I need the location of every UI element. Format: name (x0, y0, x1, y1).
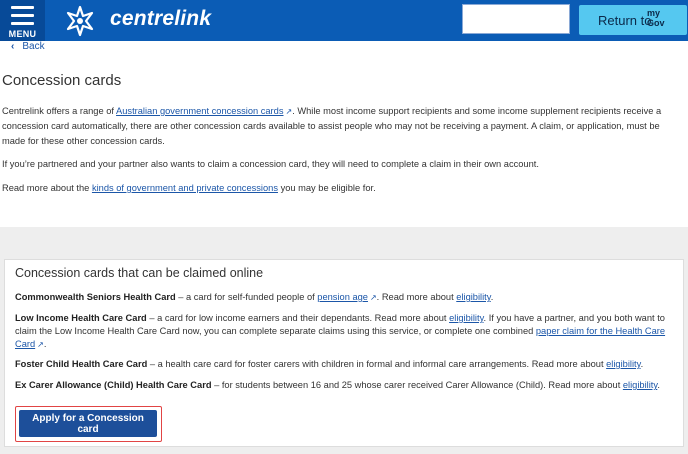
page-title: Concession cards (2, 72, 122, 89)
external-link-icon: ↗ (285, 107, 293, 116)
brand-logo-text[interactable]: centrelink (110, 7, 212, 30)
external-link-icon: ↗ (369, 293, 377, 302)
intro-text: you may be eligible for. (277, 183, 376, 193)
card-text: . If you have a partner, and you both want to claim the Low Income Health Care Card now, you can complete separate claims using this service, or complete one combined (15, 313, 665, 336)
list-item (15, 312, 670, 351)
card-name: Low Income Health Care Card (15, 313, 147, 323)
centrelink-star-icon[interactable] (64, 5, 96, 37)
eligibility-link[interactable]: eligibility (606, 359, 641, 369)
chevron-left-icon: ‹ (11, 41, 15, 52)
back-link[interactable] (11, 41, 45, 52)
intro-paragraph-1 (2, 104, 684, 149)
return-to-mygov-button[interactable] (579, 5, 687, 35)
search-input[interactable] (462, 4, 570, 34)
card-name: Ex Carer Allowance (Child) Health Care Card (15, 380, 212, 390)
return-label: Return to (598, 13, 652, 28)
card-text: . (657, 380, 660, 390)
eligibility-link[interactable]: eligibility (456, 292, 491, 302)
hamburger-icon (11, 6, 34, 30)
mygov-line1: my (647, 8, 661, 18)
intro-text: . While most income support recipients and some income supplement recipients receive a concession card automatically, there are other concession cards available to assist people who may not be receiving a payment. A claim, or application, must be made for these other concession cards. (2, 106, 662, 146)
card-text: – a card for self-funded people of (175, 292, 318, 302)
list-item (15, 379, 670, 392)
eligibility-link[interactable]: eligibility (449, 313, 484, 323)
external-link-icon: ↗ (37, 340, 44, 349)
card-text: – a card for low income earners and their dependants. Read more about (146, 313, 450, 323)
eligibility-link[interactable]: eligibility (622, 380, 658, 390)
mygov-line2: Gov (647, 18, 665, 28)
top-header (0, 0, 688, 41)
mygov-logo (647, 8, 665, 28)
pension-age-link[interactable]: pension age (317, 292, 368, 302)
paper-claim-link[interactable]: paper claim for the Health Care Card (15, 326, 666, 349)
intro-text: Read more about the (2, 183, 92, 193)
card-title: Concession cards that can be claimed online (15, 266, 264, 280)
list-item (15, 358, 670, 371)
card-text: . Read more about (376, 292, 457, 302)
card-text: – a health care card for foster carers with children in formal and informal care arrangements. Read more about (147, 359, 607, 369)
apply-button-highlight (15, 406, 162, 442)
card-name: Commonwealth Seniors Health Card (15, 292, 176, 302)
intro-text: Centrelink offers a range of (2, 106, 117, 116)
online-claims-card (4, 259, 684, 447)
apply-concession-card-button[interactable]: Apply for a Concession card (19, 410, 157, 437)
menu-button[interactable] (0, 0, 45, 41)
card-text: . (640, 359, 644, 369)
menu-label: MENU (8, 29, 37, 39)
card-text: – for students between 16 and 25 whose carer received Carer Allowance (Child). Read more about (211, 380, 623, 390)
intro-paragraph-2: If you’re partnered and your partner also wants to claim a concession card, they will need to complete a claim in their own account. (2, 159, 539, 169)
card-text: . (490, 292, 494, 302)
back-label: Back (22, 41, 45, 52)
card-text: . (43, 339, 47, 349)
intro-paragraph-3 (2, 181, 684, 196)
card-name: Foster Child Health Care Card (15, 359, 148, 369)
concession-cards-link[interactable]: Australian government concession cards (116, 106, 284, 116)
kinds-of-concessions-link[interactable]: kinds of government and private concessions (91, 183, 278, 193)
list-item (15, 291, 670, 304)
